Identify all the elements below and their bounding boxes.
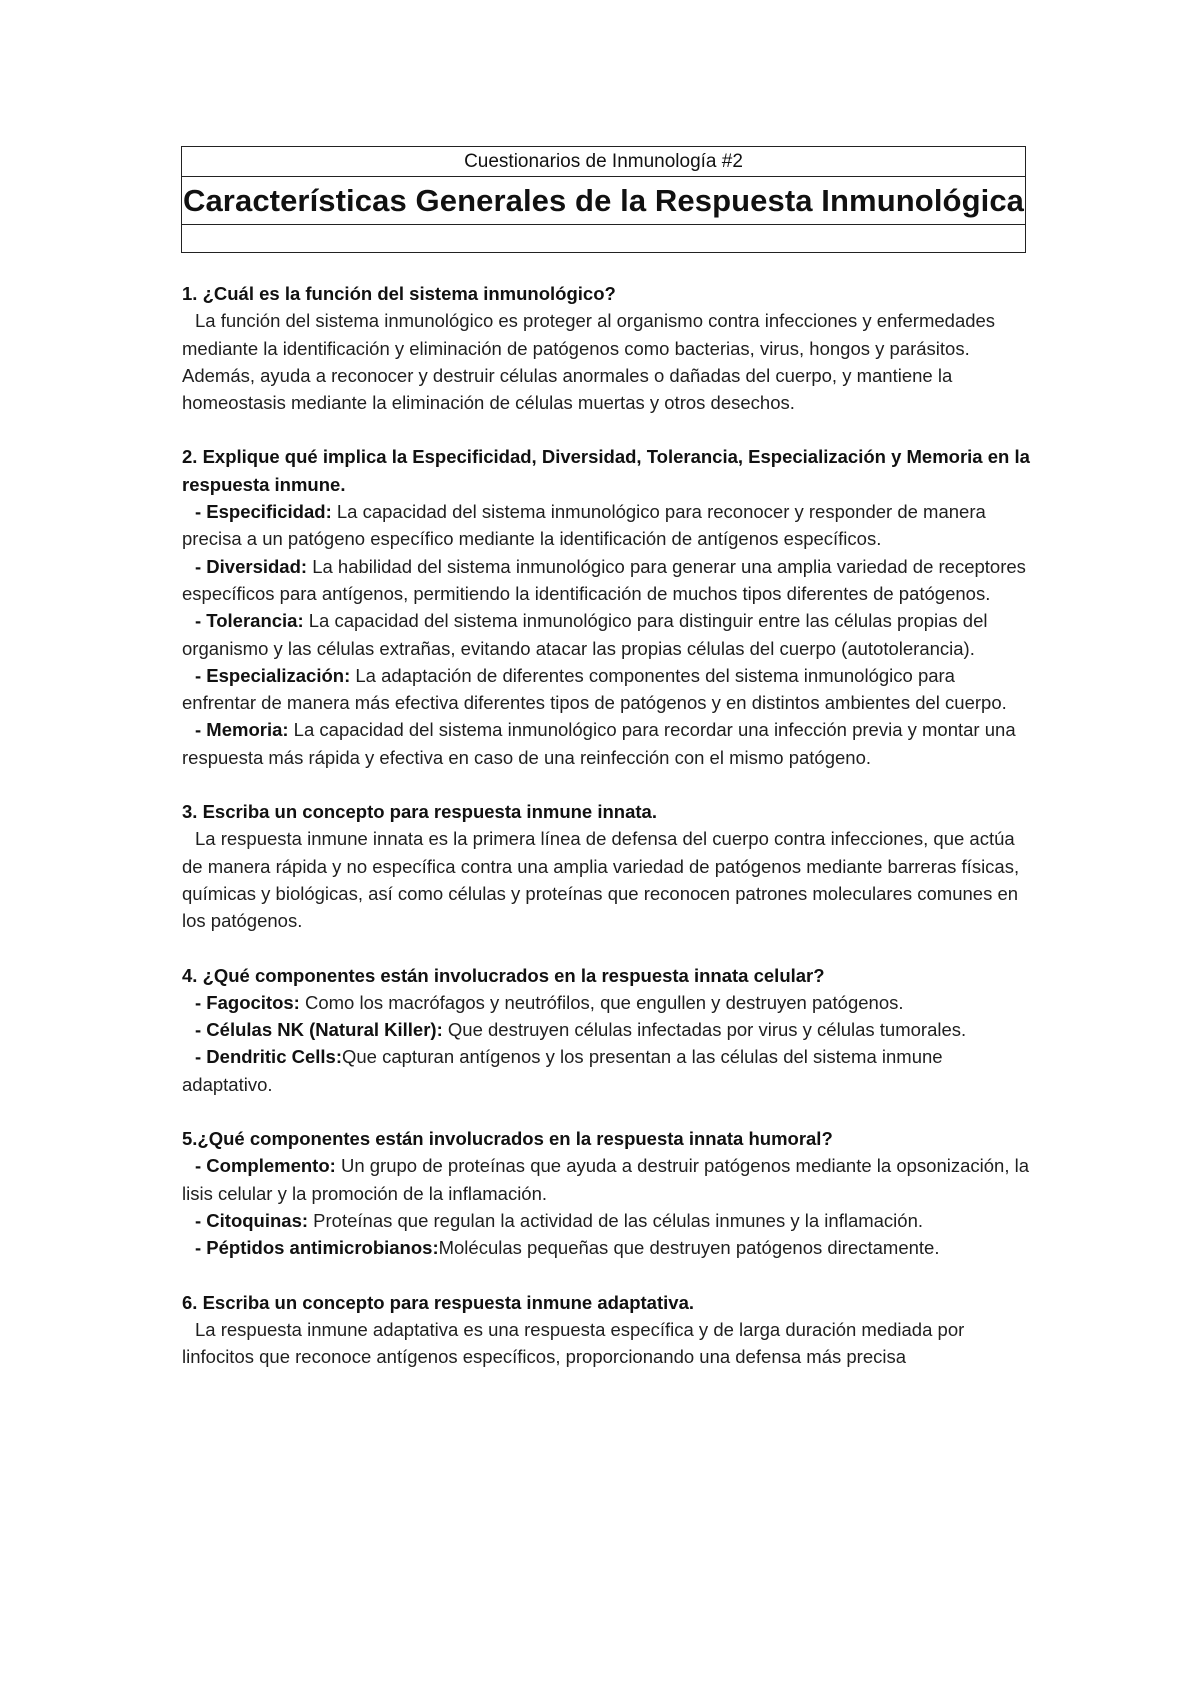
question-answer: La función del sistema inmunológico es proteger al organismo contra infecciones y enfermedades mediante la identificación y eliminación de patógenos como bacterias, virus, hongos y parásitos. Además, ayuda a reconocer y destruir células anormales o dañadas del cuerpo, y mantiene la homeostasis mediante la eliminación de células muertas y otros desechos. (182, 310, 996, 414)
list-item (182, 989, 1032, 1016)
item-term: - Citoquinas: (195, 1209, 309, 1231)
item-term: - Memoria: (195, 719, 289, 741)
document-subtitle: Cuestionarios de Inmunología #2 (182, 147, 1025, 177)
item-text: Proteínas que regulan la actividad de las células inmunes y la inflamación. (308, 1209, 924, 1231)
question-3 (182, 798, 1032, 934)
header-table (181, 146, 1026, 253)
question-2 (182, 443, 1032, 771)
item-text: La habilidad del sistema inmunológico para generar una amplia variedad de receptores específicos para antígenos, permitiendo la identificación de muchos tipos diferentes de patógenos. (182, 555, 1026, 604)
question-1 (182, 280, 1032, 416)
question-title: 6. Escriba un concepto para respuesta inmune adaptativa. (182, 1291, 694, 1313)
list-item (182, 662, 1032, 717)
item-term: - Péptidos antimicrobianos: (195, 1237, 439, 1259)
item-text: Un grupo de proteínas que ayuda a destruir patógenos mediante la opsonización, la lisis celular y la promoción de la inflamación. (182, 1155, 1030, 1204)
empty-header-row (182, 225, 1025, 252)
question-title: 3. Escriba un concepto para respuesta inmune innata. (182, 801, 657, 823)
item-term: - Especialización: (195, 664, 351, 686)
list-item (182, 1234, 1032, 1261)
item-term: - Diversidad: (195, 555, 308, 577)
question-title: 1. ¿Cuál es la función del sistema inmunológico? (182, 283, 616, 304)
item-term: - Células NK (Natural Killer): (195, 1019, 443, 1041)
list-item (182, 1016, 1032, 1043)
item-text: La capacidad del sistema inmunológico para distinguir entre las células propias del organismo y las células extrañas, evitando atacar las propias células del cuerpo (autotolerancia). (182, 610, 988, 659)
question-answer: La respuesta inmune adaptativa es una respuesta específica y de larga duración mediada por linfocitos que reconoce antígenos específicos, proporcionando una defensa más precisa (182, 1318, 965, 1368)
list-item (182, 1207, 1032, 1234)
item-text: La capacidad del sistema inmunológico para reconocer y responder de manera precisa a un patógeno específico mediante la identificación de antígenos específicos. (182, 501, 986, 550)
list-item (182, 1152, 1032, 1207)
question-title: 5.¿Qué componentes están involucrados en la respuesta innata humoral? (182, 1128, 833, 1150)
item-term: - Dendritic Cells: (195, 1046, 342, 1068)
item-text: Que capturan antígenos y los presentan a las células del sistema inmune adaptativo. (182, 1046, 943, 1095)
item-text: Como los macrófagos y neutrófilos, que engullen y destruyen patógenos. (299, 991, 904, 1013)
item-term: - Fagocitos: (195, 991, 300, 1013)
question-6 (182, 1289, 1032, 1371)
list-item (182, 1043, 1032, 1098)
list-item (182, 498, 1032, 553)
question-title: 2. Explique qué implica la Especificidad, Diversidad, Tolerancia, Especialización y Memoria en la respuesta inmune. (182, 446, 1030, 495)
list-item (182, 553, 1032, 608)
question-5 (182, 1125, 1032, 1261)
item-text: La adaptación de diferentes componentes del sistema inmunológico para enfrentar de manera más efectiva diferentes tipos de patógenos y en distintos ambientes del cuerpo. (182, 664, 1007, 714)
question-title: 4. ¿Qué componentes están involucrados en la respuesta innata celular? (182, 964, 825, 986)
question-4 (182, 962, 1032, 1098)
item-text: La capacidad del sistema inmunológico para recordar una infección previa y montar una respuesta más rápida y efectiva en caso de una reinfección con el mismo patógeno. (182, 719, 1016, 768)
list-item (182, 607, 1032, 662)
item-term: - Complemento: (195, 1155, 336, 1177)
item-term: - Especificidad: (195, 501, 332, 523)
document-body (182, 280, 1032, 1397)
item-text: Que destruyen células infectadas por virus y células tumorales. (442, 1019, 967, 1041)
question-answer: La respuesta inmune innata es la primera línea de defensa del cuerpo contra infecciones, que actúa de manera rápida y no específica contra una amplia variedad de patógenos mediante barreras físicas, químicas y biológicas, así como células y proteínas que reconocen patrones moleculares comunes en los patógenos. (182, 828, 1020, 932)
document-title: Características Generales de la Respuesta Inmunológica (182, 177, 1025, 225)
item-term: - Tolerancia: (195, 610, 304, 632)
list-item (182, 716, 1032, 771)
item-text: Moléculas pequeñas que destruyen patógenos directamente. (438, 1237, 940, 1259)
